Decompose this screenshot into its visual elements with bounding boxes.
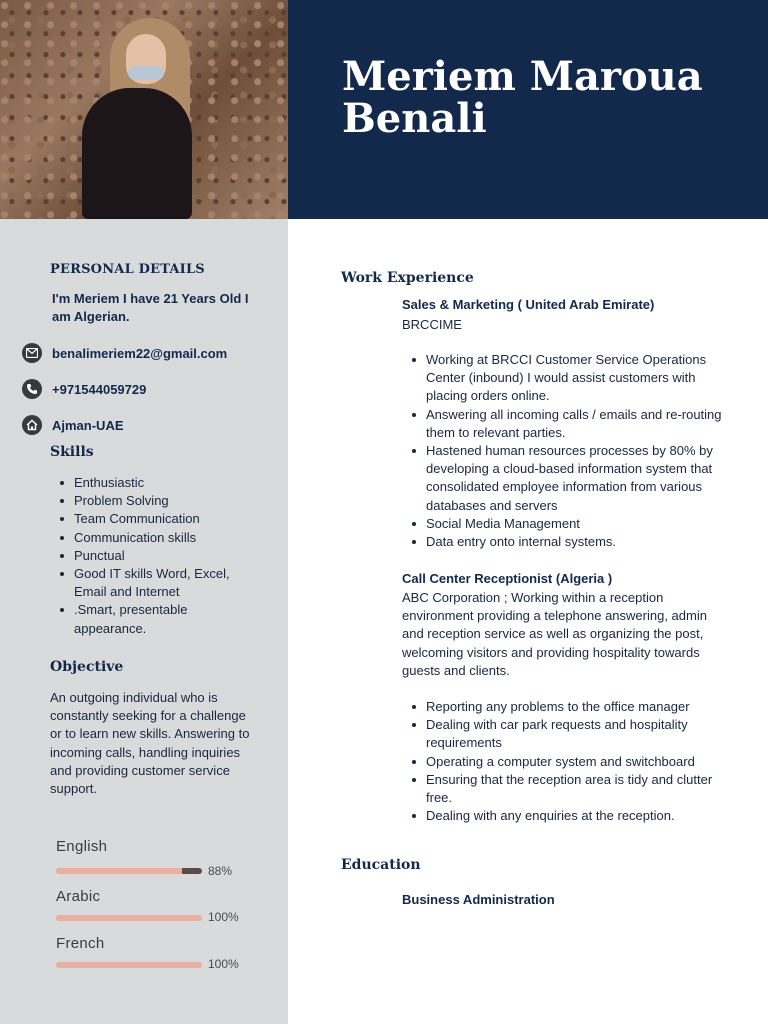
language-name: Arabic: [56, 888, 101, 905]
objective-text: An outgoing individual who is constantly seeking for a challenge or to learn new skills. Answering to incoming calls, handling inquiries and providing customer service support.: [50, 690, 250, 797]
skill-item: Punctual: [56, 547, 256, 565]
job-title: Call Center Receptionist (Algeria ): [402, 571, 613, 586]
language-english: [56, 838, 276, 878]
language-bar-marker: [182, 868, 202, 874]
photo-body: [82, 88, 192, 219]
objective-title: Objective: [50, 659, 124, 675]
job-duty: Answering all incoming calls / emails and re-routing them to relevant parties.: [410, 406, 730, 442]
job-duty: Dealing with any enquiries at the reception.: [410, 807, 730, 825]
email-icon: [22, 343, 42, 363]
skills-title: Skills: [50, 444, 94, 460]
job-company: BRCCIME: [402, 317, 462, 332]
job-duty: Ensuring that the reception area is tidy and clutter free.: [410, 771, 730, 807]
home-icon: [22, 415, 42, 435]
location-text: Ajman-UAE: [52, 417, 124, 433]
job-duty: Working at BRCCI Customer Service Operations Center (inbound) I would assist customers with placing orders online.: [410, 351, 730, 406]
education-degree: Business Administration: [402, 892, 555, 907]
job-duty: Social Media Management: [410, 515, 730, 533]
language-percent: 100%: [208, 910, 239, 924]
language-name: French: [56, 935, 105, 952]
job-duty: Reporting any problems to the office manager: [410, 698, 730, 716]
skill-item: Communication skills: [56, 529, 256, 547]
contact-email: [22, 343, 227, 363]
job-duty: Operating a computer system and switchboard: [410, 753, 730, 771]
skills-list: [56, 474, 256, 638]
contact-location: [22, 415, 124, 435]
job-duty: Hastened human resources processes by 80% by developing a cloud-based information system that consolidated employee information from various databases and servers: [410, 442, 730, 515]
phone-text[interactable]: +971544059729: [52, 381, 147, 397]
language-bar: [56, 868, 202, 874]
language-percent: 88%: [208, 864, 233, 878]
skill-item: Good IT skills Word, Excel, Email and Internet: [56, 565, 256, 601]
education-title: Education: [341, 857, 421, 873]
contact-phone: [22, 379, 146, 399]
language-name: English: [56, 838, 108, 855]
candidate-name: Meriem Maroua Benali: [342, 53, 703, 142]
skill-item: .Smart, presentable appearance.: [56, 601, 256, 637]
language-bar: [56, 962, 202, 968]
language-bar-fill: [56, 868, 184, 874]
header-banner: [288, 0, 768, 219]
photo-mask: [128, 66, 164, 80]
skill-item: Problem Solving: [56, 492, 256, 510]
skill-item: Team Communication: [56, 510, 256, 528]
job-duty: Data entry onto internal systems.: [410, 533, 730, 551]
language-bar-fill: [56, 962, 202, 968]
job-duty: Dealing with car park requests and hospitality requirements: [410, 716, 730, 752]
language-bar: [56, 915, 202, 921]
language-bar-fill: [56, 915, 202, 921]
job-title: Sales & Marketing ( United Arab Emirate): [402, 297, 655, 312]
phone-icon: [22, 379, 42, 399]
personal-details-title: PERSONAL DETAILS: [50, 262, 205, 277]
personal-intro: I'm Meriem I have 21 Years Old I am Algerian.: [52, 291, 249, 324]
language-percent: 100%: [208, 957, 239, 971]
job-duties-list: [410, 698, 730, 825]
job-description: ABC Corporation ; Working within a reception environment providing a telephone answering, admin and reception service as well as organizing the post, welcoming visitors and providing hospitality towards guests and clients.: [402, 590, 707, 678]
profile-photo: [0, 0, 288, 219]
language-french: [56, 935, 276, 971]
skill-item: Enthusiastic: [56, 474, 256, 492]
email-text[interactable]: benalimeriem22@gmail.com: [52, 345, 228, 361]
work-experience-title: Work Experience: [341, 270, 474, 286]
job-duties-list: [410, 351, 730, 551]
language-arabic: [56, 888, 276, 924]
